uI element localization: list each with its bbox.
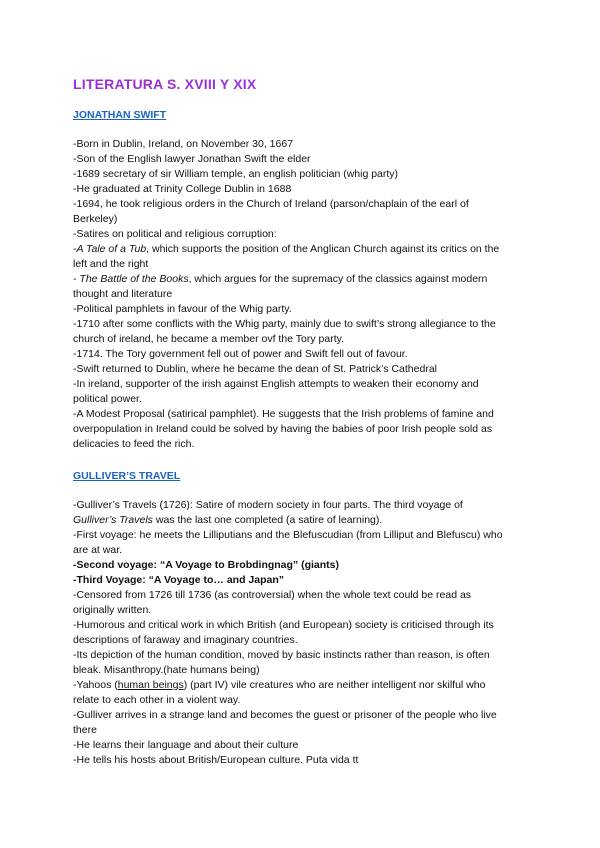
text-line: -Censored from 1726 till 1736 (as controversial) when the whole text could be read as [73,589,472,601]
text-line: delicacies to feed the rich. [73,438,195,450]
text-line: originally written. [73,604,152,616]
book-title-gullivers-travels: Gulliver’s Travels [73,514,153,526]
text-line: bleak. Misanthropy.(hate humans being) [73,664,260,676]
text-line: -Gulliver’s Travels (1726): Satire of modern society in four parts. The third voyage of [73,499,463,511]
text-run: , which supports the position of the Anglican Church against its critics on the [146,243,500,255]
text-line: -Son of the English lawyer Jonathan Swift the elder [73,153,311,165]
section-heading-gullivers-travel: GULLIVER’S TRAVEL [73,470,181,482]
text-line: -He tells his hosts about British/European culture. Puta vida tt [73,754,359,766]
text-line: -1710 after some conflicts with the Whig party, mainly due to swift’s strong allegiance to the [73,318,496,330]
text-run: - [73,273,80,285]
text-run: ) (part IV) vile creatures who are neither intelligent nor skilful who [183,679,486,691]
underlined-term-human-beings: human beings [117,679,184,691]
text-line: -1694, he took religious orders in the Church of Ireland (parson/chaplain of the earl of [73,198,469,210]
text-line [73,513,533,528]
text-run: , which argues for the supremacy of the classics against modern [188,273,488,285]
text-run: -Yahoos ( [73,679,118,691]
text-line: -Swift returned to Dublin, where he became the dean of St. Patrick’s Cathedral [73,363,437,375]
text-line-bold: -Second voyage: “A Voyage to Brobdingnag” (giants) [73,559,340,571]
text-line: political power. [73,393,142,405]
text-line: church of ireland, he became a member ovf the Tory party. [73,333,344,345]
text-line: overpopulation in Ireland could be solved by having the babies of poor Irish people sold as [73,423,493,435]
text-line: descriptions of faraway and imaginary countries. [73,634,298,646]
text-line: -Gulliver arrives in a strange land and becomes the guest or prisoner of the people who live [73,709,497,721]
text-run: - [73,243,77,255]
book-title-battle-of-the-books: The Battle of the Books [79,273,189,285]
text-line: -He graduated at Trinity College Dublin in 1688 [73,183,292,195]
text-line: -He learns their language and about their culture [73,739,299,751]
text-line: Berkeley) [73,213,118,225]
text-line: left and the right [73,258,149,270]
text-line: are at war. [73,544,123,556]
text-line: -Its depiction of the human condition, moved by basic instincts rather than reason, is often [73,649,490,661]
text-line: thought and literature [73,288,173,300]
text-line: -1714. The Tory government fell out of power and Swift fell out of favour. [73,348,408,360]
book-title-tale-of-a-tub: A Tale of a Tub [76,243,147,255]
text-line: -Satires on political and religious corruption: [73,228,277,240]
text-line: there [73,724,97,736]
text-line [73,272,533,287]
text-line [73,678,533,693]
section-body-jonathan-swift [73,137,533,452]
text-line: -Political pamphlets in favour of the Whig party. [73,303,292,315]
text-line: -A Modest Proposal (satirical pamphlet). He suggests that the Irish problems of famine and [73,408,494,420]
text-line-bold: -Third Voyage: “A Voyage to… and Japan” [73,574,284,586]
text-line: -In ireland, supporter of the irish against English attempts to weaken their economy and [73,378,479,390]
text-line: relate to each other in a violent way. [73,694,241,706]
section-heading-jonathan-swift: JONATHAN SWIFT [73,109,167,121]
section-body-gullivers-travel [73,498,533,768]
text-line [73,242,533,257]
document-title: LITERATURA S. XVIII Y XIX [73,76,257,92]
text-run: was the last one completed (a satire of learning). [152,514,383,526]
text-line: -1689 secretary of sir William temple, an english politician (whig party) [73,168,399,180]
text-line: -Born in Dublin, Ireland, on November 30, 1667 [73,138,294,150]
text-line: -Humorous and critical work in which British (and European) society is criticised through its [73,619,494,631]
text-line: -First voyage: he meets the Lilliputians and the Blefuscudian (from Lilliput and Blefuscu) who [73,529,503,541]
